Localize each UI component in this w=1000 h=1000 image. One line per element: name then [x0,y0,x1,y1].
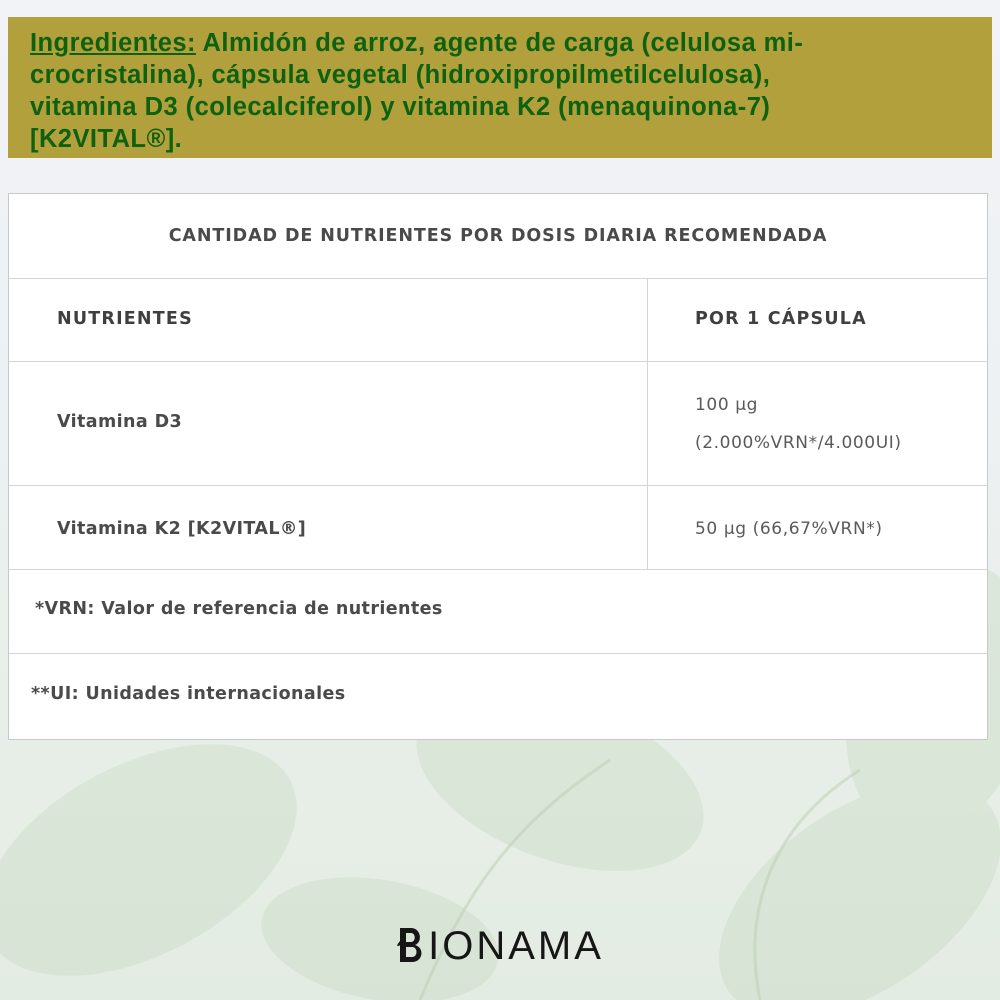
divider [9,569,987,570]
nutrition-table [8,193,988,740]
ingredients-line-1 [30,27,982,59]
brand-name: IONAMA [428,924,604,968]
row-vitamin-d3-amount: 100 μg [695,395,759,415]
row-vitamin-k2-name: Vitamina K2 [K2VITAL®] [57,519,307,539]
ingredients-line-3: vitamina D3 (colecalciferol) y vitamina K2 (menaquinona-7) [30,93,771,121]
ingredients-line-4: [K2VITAL®]. [30,125,183,153]
row-vitamin-d3-vrn: (2.000%VRN*/4.000UI) [695,433,902,453]
divider [9,653,987,654]
row-vitamin-k2-amount: 50 μg (66,67%VRN*) [695,519,883,539]
footnote-ui: **UI: Unidades internacionales [31,684,346,704]
ingredients-banner [8,17,992,158]
divider [9,485,987,486]
header-per-capsule: POR 1 CÁPSULA [695,309,867,329]
brand-logo [0,924,1000,976]
column-divider [647,278,648,569]
header-nutrients: NUTRIENTES [57,309,193,329]
leaf-b-monogram-icon [396,924,426,976]
footnote-vrn: *VRN: Valor de referencia de nutrientes [35,599,443,619]
divider [9,361,987,362]
ingredients-line-2: crocristalina), cápsula vegetal (hidroxipropilmetilcelulosa), [30,61,771,89]
table-title: CANTIDAD DE NUTRIENTES POR DOSIS DIARIA RECOMENDADA [168,226,828,246]
ingredients-label: Ingredientes: [30,29,196,57]
ingredients-text-1: Almidón de arroz, agente de carga (celulosa mi- [195,29,804,57]
row-vitamin-d3-name: Vitamina D3 [57,412,183,432]
divider [9,278,987,279]
